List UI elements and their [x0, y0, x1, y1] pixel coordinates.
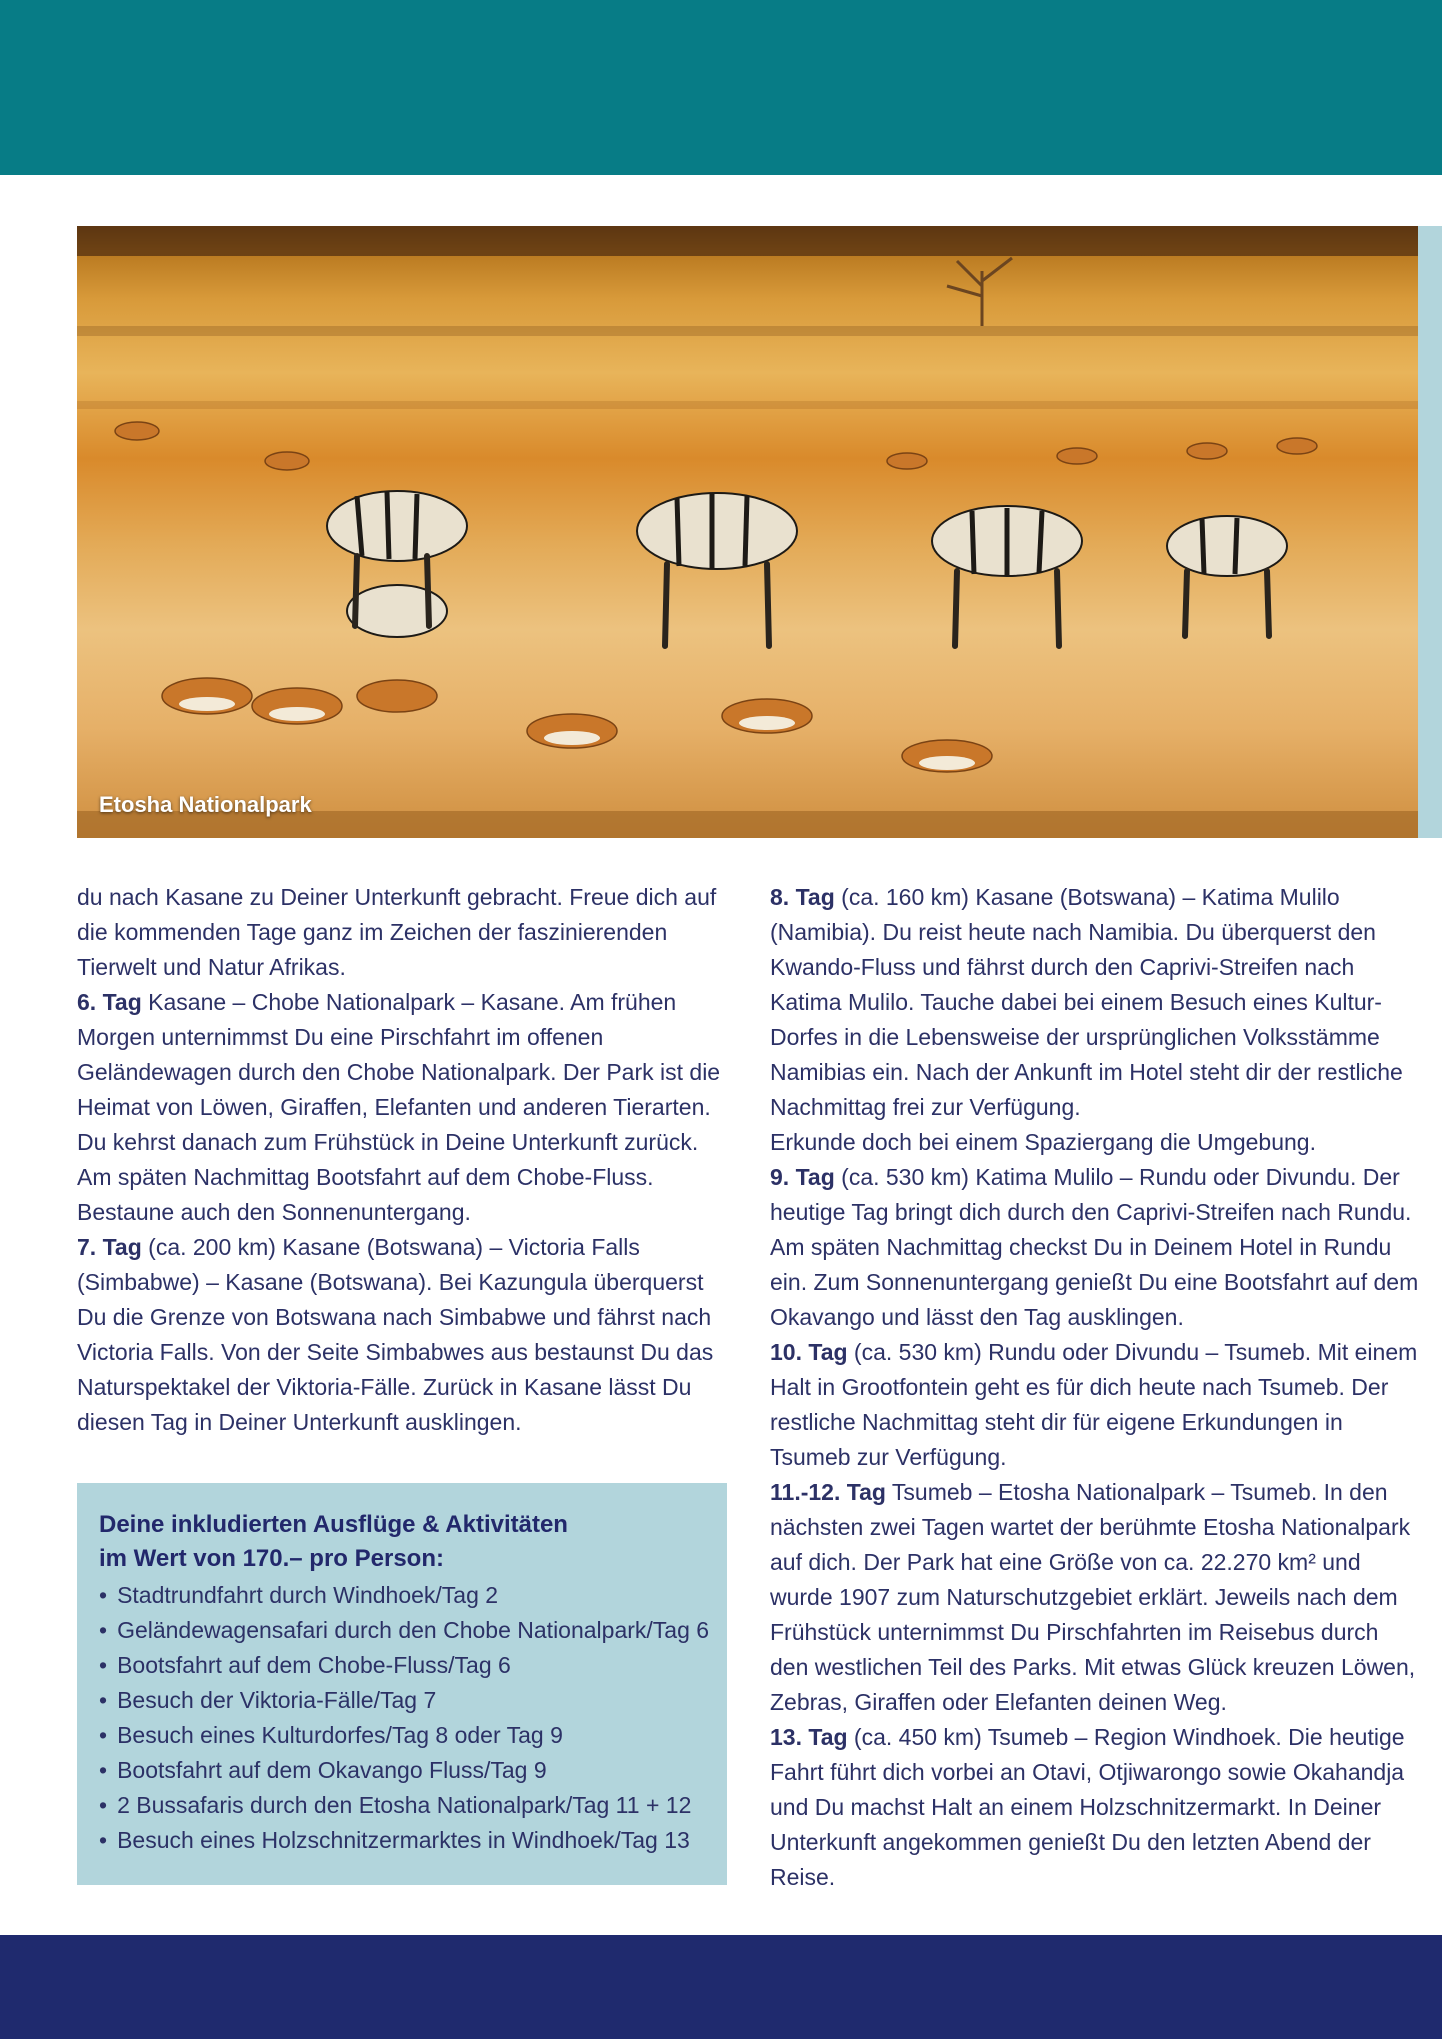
excursion-item: • Besuch eines Holzschnitzermarktes in Windhoek/Tag 13: [99, 1823, 709, 1858]
intro-paragraph: du nach Kasane zu Deiner Unterkunft gebracht. Freue dich auf die kommenden Tage ganz im Zeichen der faszinierenden Tierwelt und Natur Afrikas.: [77, 884, 717, 980]
day-label: 13. Tag: [770, 1724, 848, 1750]
zebra-group: [327, 491, 1287, 646]
day-text: Tsumeb – Etosha Nationalpark – Tsumeb. In den nächsten zwei Tagen wartet der berühmte Etosha Nationalpark auf dich. Der Park hat eine Größe von ca. 22.270 km² und wurde 1907 zum Naturschutzgebiet erklärt. Jeweils nach dem Frühstück unternimmst Du Pirschfahrten im Reisebus durch den westlichen Teil des Parks. Mit etwas Glück kreuzen Löwen, Zebras, Giraffen oder Elefanten deinen Weg.: [770, 1479, 1416, 1715]
excursion-item: • Besuch eines Kulturdorfes/Tag 8 oder Tag 9: [99, 1718, 709, 1753]
day-text: (ca. 530 km) Rundu oder Divundu – Tsumeb. Mit einem Halt in Grootfontein geht es für dich heute nach Tsumeb. Der restliche Nachmittag steht dir für eigene Erkundungen in Tsumeb zur Verfügung.: [770, 1339, 1418, 1470]
top-color-band: [0, 0, 1442, 175]
day-entry-6: [77, 985, 727, 1230]
excursion-item: • Bootsfahrt auf dem Okavango Fluss/Tag 9: [99, 1753, 709, 1788]
left-text-column: [77, 880, 727, 1440]
excursions-title-line-1: Deine inkludierten Ausflüge & Aktivitäten: [99, 1511, 568, 1538]
excursion-item: • 2 Bussafaris durch den Etosha Nationalpark/Tag 11 + 12: [99, 1788, 709, 1823]
day-text: (ca. 160 km) Kasane (Botswana) – Katima Mulilo (Namibia). Du reist heute nach Namibia. Du überquerst den Kwando-Fluss und fährst durch den Caprivi-Streifen nach Katima Mulilo. Tauche dabei bei einem Besuch eines Kultur-Dorfes in die Lebensweise der ursprünglichen Volksstämme Namibias ein. Nach der Ankunft im Hotel steht dir der restliche Nachmittag frei zur Verfügung.: [770, 884, 1403, 1120]
side-accent-strip: [1418, 226, 1442, 838]
excursion-item: • Stadtrundfahrt durch Windhoek/Tag 2: [99, 1578, 709, 1613]
day-entry-7: [77, 1230, 727, 1440]
day-entry-13: [770, 1720, 1420, 1895]
day-label: 10. Tag: [770, 1339, 848, 1365]
excursions-list: [99, 1578, 709, 1858]
day-label: 9. Tag: [770, 1164, 835, 1190]
savanna-illustration: [77, 226, 1418, 838]
day-entry-9: [770, 1160, 1420, 1335]
day-label: 7. Tag: [77, 1234, 142, 1260]
day-label: 6. Tag: [77, 989, 142, 1015]
excursions-title: [99, 1508, 568, 1576]
day-entry-8: [770, 880, 1420, 1125]
day-text: (ca. 450 km) Tsumeb – Region Windhoek. Die heutige Fahrt führt dich vorbei an Otavi, Otjiwarongo sowie Okahandja und Du machst Halt an einem Holzschnitzermarkt. In Deiner Unterkunft angekommen genießt Du den letzten Abend der Reise.: [770, 1724, 1405, 1890]
day-text: (ca. 530 km) Katima Mulilo – Rundu oder Divundu. Der heutige Tag bringt dich durch den Caprivi-Streifen nach Rundu. Am späten Nachmittag checkst Du in Deinem Hotel in Rundu ein. Zum Sonnenuntergang genießt Du eine Bootsfahrt auf dem Okavango und lässt den Tag ausklingen.: [770, 1164, 1419, 1330]
right-text-column: [770, 880, 1420, 1895]
etosha-photo: [77, 226, 1418, 838]
bottom-color-band: [0, 1935, 1442, 2039]
day-text: (ca. 200 km) Kasane (Botswana) – Victoria Falls (Simbabwe) – Kasane (Botswana). Bei Kazungula überquerst Du die Grenze von Botswana nach Simbabwe und fährst nach Victoria Falls. Von der Seite Simbabwes aus bestaunst Du das Naturspektakel der Viktoria-Fälle. Zurück in Kasane lässt Du diesen Tag in Deiner Unterkunft ausklingen.: [77, 1234, 714, 1435]
day-label: 8. Tag: [770, 884, 835, 910]
excursion-item: • Geländewagensafari durch den Chobe Nationalpark/Tag 6: [99, 1613, 709, 1648]
day-entry-11-12: [770, 1475, 1420, 1720]
day-text: Kasane – Chobe Nationalpark – Kasane. Am frühen Morgen unternimmst Du eine Pirschfahrt im offenen Geländewagen durch den Chobe Nationalpark. Der Park ist die Heimat von Löwen, Giraffen, Elefanten und anderen Tierarten. Du kehrst danach zum Frühstück in Deine Unterkunft zurück. Am späten Nachmittag Bootsfahrt auf dem Chobe-Fluss. Bestaune auch den Sonnenuntergang.: [77, 989, 721, 1225]
explore-note: [770, 1125, 1420, 1160]
day-text: Erkunde doch bei einem Spaziergang die Umgebung.: [770, 1129, 1316, 1155]
photo-caption: Etosha Nationalpark: [99, 792, 312, 817]
day-label: 11.-12. Tag: [770, 1479, 886, 1505]
day-entry-10: [770, 1335, 1420, 1475]
excursions-title-line-2: im Wert von 170.– pro Person:: [99, 1545, 444, 1572]
excursion-item: • Besuch der Viktoria-Fälle/Tag 7: [99, 1683, 709, 1718]
excursions-box: [77, 1483, 727, 1885]
excursion-item: • Bootsfahrt auf dem Chobe-Fluss/Tag 6: [99, 1648, 709, 1683]
